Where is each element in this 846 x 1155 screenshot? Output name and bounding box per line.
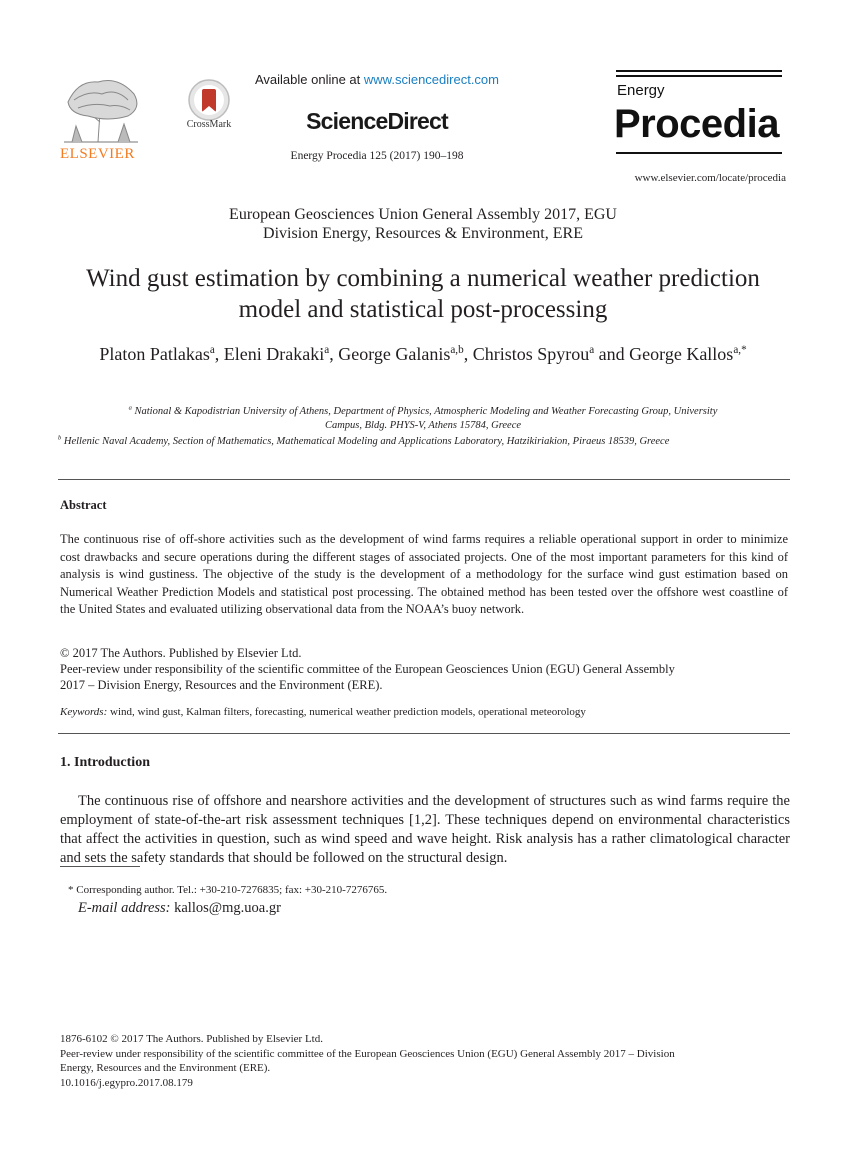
email-label: E-mail address:	[78, 900, 171, 916]
conference-line-2: Division Energy, Resources & Environment, ERE	[263, 225, 583, 242]
author-2: Eleni Drakaki$^a$,	[223, 344, 339, 364]
crossmark-badge[interactable]	[178, 78, 240, 130]
email-address[interactable]: kallos@mg.uoa.gr	[170, 900, 281, 916]
affiliation-a: $^a$ National & Kapodistrian University of Athens, Department of Physics, Atmospheric Modeling and Weather Forecasting Group, University Campus, Bldg. PHYS-V, Athens 15784, Greece	[128, 404, 718, 431]
footer-peer-review-1: Peer-review under responsibility of the scientific committee of the European Geosciences Union (EGU) General Assembly 2017 – Division	[60, 1047, 675, 1060]
abstract-top-rule	[58, 479, 790, 480]
affiliation-b-mark: b	[58, 434, 62, 442]
abstract-peer-review-1: Peer-review under responsibility of the scientific committee of the European Geosciences Union (EGU) General Assembly	[60, 662, 675, 676]
sciencedirect-link[interactable]: www.sciencedirect.com	[363, 72, 499, 87]
available-prefix: Available online at	[254, 72, 364, 87]
keywords	[60, 706, 586, 718]
crossmark-icon	[187, 78, 231, 122]
author-list	[70, 343, 776, 366]
footer-doi[interactable]: 10.1016/j.egypro.2017.08.179	[60, 1076, 193, 1089]
footer-block	[60, 1032, 800, 1090]
corresponding-author-note: * Corresponding author. Tel.: +30-210-7276835; fax: +30-210-7276765.	[68, 884, 388, 896]
journal-citation: Energy Procedia 125 (2017) 190–198	[290, 150, 464, 162]
keywords-label: Keywords:	[60, 706, 108, 718]
abstract-copyright: © 2017 The Authors. Published by Elsevier Ltd.	[60, 646, 302, 660]
author-4: Christos Spyrou$^a$ and	[472, 344, 630, 364]
energy-procedia-logo	[614, 70, 784, 158]
email-line	[78, 900, 281, 917]
abstract-body: The continuous rise of off-shore activities such as the development of wind farms requires a reliable operational support in order to minimize cost drawbacks and secure operations during the different stages of associated projects. One of the most important parameters for this kind of analysis is wind gustiness. The objective of the study is the development of a methodology for the surface wind gust estimation based on Numerical Weather Prediction Models and statistical post processing. The obtained method has been tested over the offshore west coastline of the United States and evaluated utilizing observational data from the NOAA’s buoy network.	[60, 532, 788, 616]
footnote-rule	[60, 866, 140, 867]
elsevier-wordmark: ELSEVIER	[60, 146, 135, 162]
crossmark-label: CrossMark	[186, 119, 232, 130]
intro-body: The continuous rise of offshore and nearshore activities and the development of structures such as wind farms require the employment of state-of-the-art risk assessment techniques [1,2]. These techniques depend on environmental characteristics that affect the activities in question, such as wind speed and wave height. Risk analysis has a rather climatological character and sets the safety standards that should be followed on the structural design.	[60, 793, 790, 866]
author-5: George Kallos$^{a,*}$	[629, 344, 747, 364]
available-online	[236, 72, 518, 87]
keywords-list: wind, wind gust, Kalman filters, forecasting, numerical weather prediction models, operational meteorology	[107, 706, 586, 718]
author-3: George Galanis$^{a,b}$,	[338, 344, 473, 364]
paper-title-line-1: Wind gust estimation by combining a numerical weather prediction	[86, 265, 760, 292]
footer-issn: 1876-6102 © 2017 The Authors. Published by Elsevier Ltd.	[60, 1033, 323, 1045]
affiliation-a-mark: a	[128, 404, 132, 412]
conference-line-1: European Geosciences Union General Assembly 2017, EGU	[229, 206, 617, 223]
elsevier-tree-icon	[58, 72, 144, 144]
journal-url[interactable]: www.elsevier.com/locate/procedia	[634, 172, 786, 184]
elsevier-logo	[58, 72, 144, 168]
footer-peer-review-2: Energy, Resources and the Environment (ERE).	[60, 1062, 271, 1074]
abstract-bottom-rule	[58, 733, 790, 734]
intro-heading: 1. Introduction	[60, 755, 150, 770]
sciencedirect-logo: ScienceDirect	[306, 108, 448, 134]
author-1: Platon Patlakas$^a$,	[99, 344, 224, 364]
abstract-heading: Abstract	[60, 498, 107, 512]
abstract-peer-review-2: 2017 – Division Energy, Resources and the Environment (ERE).	[60, 678, 383, 692]
procedia-logo-word: Procedia	[614, 102, 779, 146]
affiliation-b: $^b$ Hellenic Naval Academy, Section of Mathematics, Mathematical Modeling and Applications Laboratory, Hatzikiriakion, Piraeus 18539, Greece	[58, 434, 670, 447]
energy-logo-word: Energy	[617, 82, 665, 99]
paper-title-line-2: model and statistical post-processing	[238, 296, 608, 323]
